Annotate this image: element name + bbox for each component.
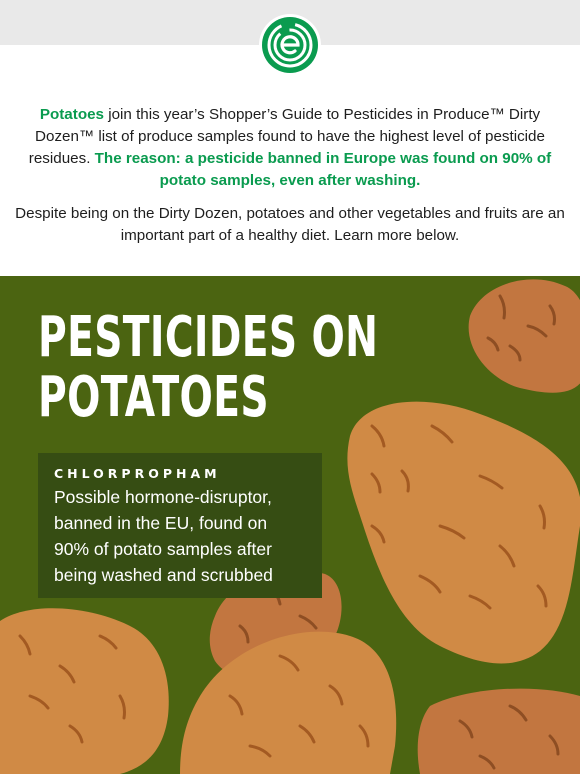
- potato-top-right: [469, 279, 580, 392]
- intro-paragraph: [12, 104, 568, 192]
- hero-banner: [0, 276, 580, 774]
- chlorpropham-card: [38, 453, 322, 598]
- hero-title: [38, 305, 379, 430]
- intro-section: [0, 104, 580, 247]
- chlorpropham-description: Possible hormone-disruptor, banned in the EU, found on 90% of potato samples after being washed and scrubbed: [54, 487, 273, 585]
- intro-text: join this year’s Shopper’s Guide to Pesticides in Produce™ Dirty Dozen™ list of produce samples found to have the highest level of pesticide residues.: [28, 106, 545, 167]
- healthy-diet-paragraph: Despite being on the Dirty Dozen, potatoes and other vegetables and fruits are an important part of a healthy diet. Learn more below.: [15, 205, 565, 244]
- ewg-logo-icon[interactable]: [254, 9, 326, 81]
- potato-large-right: [347, 402, 580, 664]
- hero-title-line-1: PESTICIDES ON: [38, 305, 379, 370]
- chlorpropham-label: CHLORPROPHAM: [54, 466, 221, 481]
- hero-title-line-2: POTATOES: [38, 365, 269, 430]
- reason-text: The reason: a pesticide banned in Europe was found on 90% of potato samples, even after washing.: [94, 150, 552, 189]
- potato-bottom-left: [0, 608, 169, 774]
- potato-bottom-right: [418, 689, 580, 774]
- potatoes-highlight: Potatoes: [39, 106, 104, 123]
